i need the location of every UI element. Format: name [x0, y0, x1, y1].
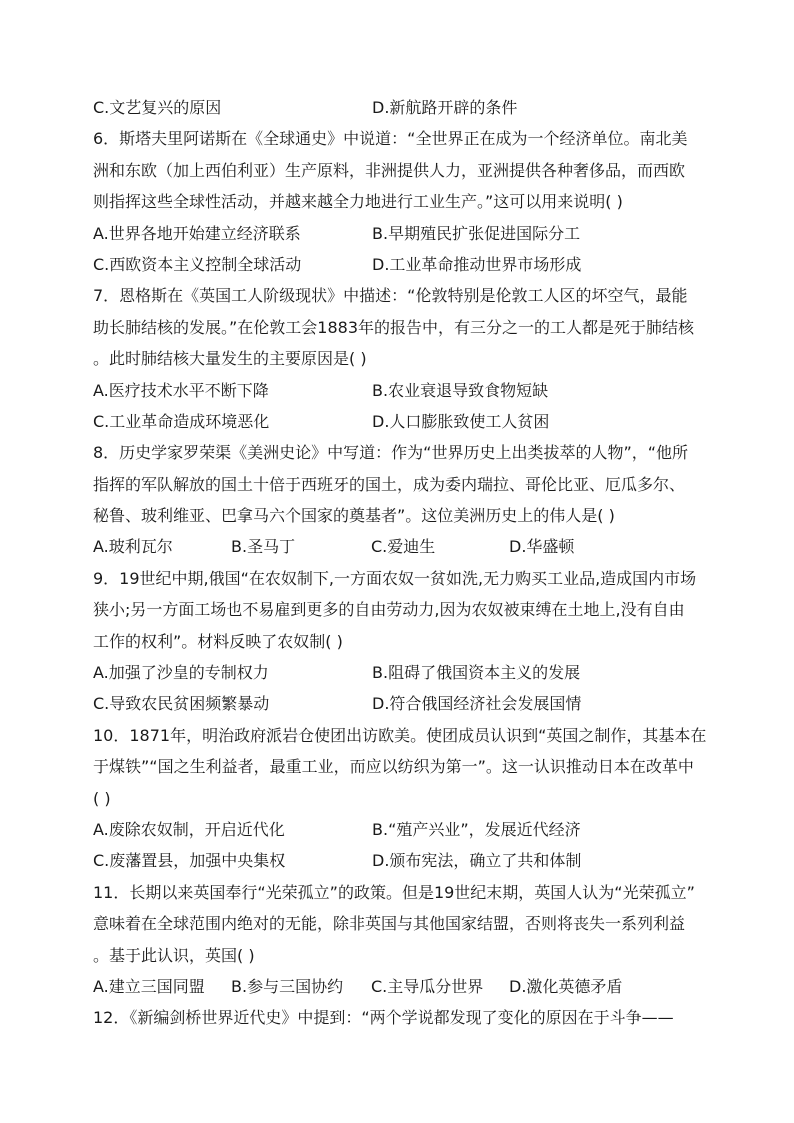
answer-option: A.建立三国同盟 [93, 976, 205, 996]
answer-option: C.西欧资本主义控制全球活动 [93, 254, 302, 274]
question-text-line: 8．历史学家罗荣渠《美洲史论》中写道：作为“世界历史上出类拔萃的人物”，“他所 [93, 443, 689, 463]
answer-option: C.工业革命造成环境恶化 [93, 411, 270, 431]
question-text-line: 10．1871年，明治政府派岩仓使团出访欧美。使团成员认识到“英国之制作，其基本在 [93, 725, 707, 745]
answer-options-row [93, 531, 703, 562]
answer-option: C.废藩置县，加强中央集权 [93, 851, 286, 871]
answer-option: D.激化英德矛盾 [509, 976, 623, 996]
answer-options-row [93, 249, 703, 280]
question-text-line: 。基于此认识，英国( ) [93, 945, 255, 965]
answer-option: D.新航路开辟的条件 [372, 98, 518, 117]
question-text-line: 狭小;另一方面工场也不易雇到更多的自由劳动力,因为农奴被束缚在土地上,没有自由 [93, 600, 685, 620]
question-text-line: 6．斯塔夫里阿诺斯在《全球通史》中说道：“全世界正在成为一个经济单位。南北美 [93, 129, 688, 149]
answer-option: A.世界各地开始建立经济联系 [93, 223, 301, 243]
exam-page [93, 92, 707, 1034]
question-text-line: 助长肺结核的发展。”在伦敦工会1883年的报告中，有三分之一的工人都是死于肺结核 [93, 317, 695, 337]
answer-option: B.农业衰退导致食物短缺 [372, 380, 549, 400]
answer-option: B.圣马丁 [231, 537, 296, 557]
answer-options-row [93, 218, 703, 249]
answer-option: D.人口膨胀致使工人贫困 [372, 411, 550, 431]
question-text-line: 指挥的军队解放的国土十倍于西班牙的国土，成为委内瑞拉、哥伦比亚、厄瓜多尔、 [93, 474, 686, 494]
answer-options-row [93, 92, 703, 123]
answer-option: D.符合俄国经济社会发展国情 [372, 694, 582, 714]
answer-option: A.医疗技术水平不断下降 [93, 380, 269, 400]
answer-option: D.华盛顿 [509, 537, 575, 557]
question-text-line: 7．恩格斯在《英国工人阶级现状》中描述：“伦敦特别是伦敦工人区的坏空气，最能 [93, 286, 688, 306]
answer-option: D.颁布宪法，确立了共和体制 [372, 851, 582, 871]
answer-options-row [93, 688, 703, 719]
answer-option: B.“殖产兴业”，发展近代经济 [372, 819, 581, 839]
question-text-line: 9．19世纪中期,俄国“在农奴制下,一方面农奴一贫如洗,无力购买工业品,造成国内市场 [93, 568, 697, 588]
answer-options-row [93, 406, 703, 437]
question-text-line: 工作的权利”。材料反映了农奴制( ) [93, 631, 343, 651]
question-text-line: 秘鲁、玻利维亚、巴拿马六个国家的奠基者”。这位美洲历史上的伟人是( ) [93, 506, 615, 526]
question-text-line: 洲和东欧（加上西伯利亚）生产原料，非洲提供人力，亚洲提供各种奢侈品，而西欧 [93, 160, 686, 180]
question-text-line: 11．长期以来英国奉行“光荣孤立”的政策。但是19世纪末期，英国人认为“光荣孤立” [93, 882, 695, 902]
answer-option: B.参与三国协约 [231, 976, 344, 996]
answer-option: A.加强了沙皇的专制权力 [93, 663, 269, 683]
answer-options-row [93, 845, 703, 876]
question-text-line: 12．《新编剑桥世界近代史》中提到：“两个学说都发现了变化的原因在于斗争—— [93, 1008, 674, 1028]
question-text-line: 于煤铁”“国之生利益者，最重工业，而应以纺织为第一”。这一认识推动日本在改革中 [93, 757, 694, 777]
answer-option: C.主导瓜分世界 [371, 976, 484, 996]
answer-option: C.导致农民贫困频繁暴动 [93, 694, 270, 714]
question-text-line: 意味着在全球范围内绝对的无能，除非英国与其他国家结盟，否则将丧失一系列利益 [93, 914, 686, 934]
answer-options-row [93, 657, 703, 688]
answer-option: D.工业革命推动世界市场形成 [372, 254, 582, 274]
answer-option: A.废除农奴制，开启近代化 [93, 819, 285, 839]
question-text-line: 。此时肺结核大量发生的主要原因是( ) [93, 349, 367, 369]
question-text-line: 则指挥这些全球性活动，并越来越全力地进行工业生产。”这可以用来说明( ) [93, 192, 623, 212]
answer-option: A.玻利瓦尔 [93, 537, 173, 557]
answer-options-row [93, 971, 703, 1002]
answer-options-row [93, 814, 703, 845]
answer-option: C.爱迪生 [371, 537, 436, 557]
answer-option: B.阻碍了俄国资本主义的发展 [372, 663, 581, 683]
question-text-line: ( ) [93, 788, 111, 808]
answer-option: B.早期殖民扩张促进国际分工 [372, 223, 581, 243]
answer-options-row [93, 375, 703, 406]
answer-option: C.文艺复兴的原因 [93, 98, 222, 117]
